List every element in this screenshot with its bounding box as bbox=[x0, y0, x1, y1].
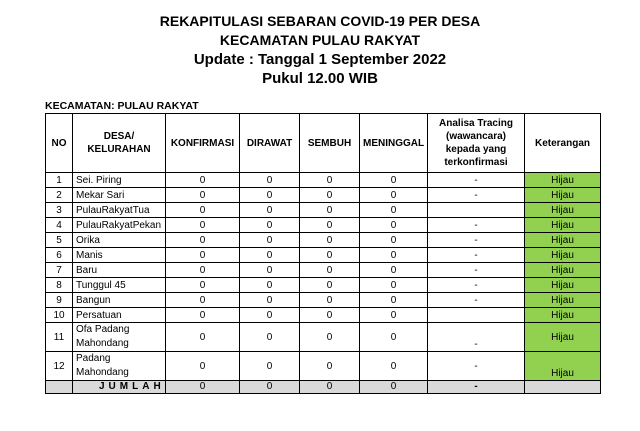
cell-dirawat: 0 bbox=[240, 233, 300, 248]
cell-keterangan-badge: Hijau bbox=[525, 263, 601, 278]
table-row bbox=[46, 173, 601, 188]
total-dirawat: 0 bbox=[240, 381, 300, 394]
cell-no: 10 bbox=[46, 308, 73, 323]
table-row bbox=[46, 233, 601, 248]
col-header-meninggal: MENINGGAL bbox=[360, 114, 428, 173]
cell-analisa: - bbox=[428, 218, 525, 233]
total-meninggal: 0 bbox=[360, 381, 428, 394]
table-row bbox=[46, 352, 601, 381]
cell-dirawat: 0 bbox=[240, 173, 300, 188]
cell-no: 9 bbox=[46, 293, 73, 308]
cell-meninggal: 0 bbox=[360, 248, 428, 263]
col-header-analisa-line1: Analisa Tracing bbox=[439, 118, 513, 129]
cell-total-no bbox=[46, 381, 73, 394]
cell-desa: PulauRakyatTua bbox=[73, 203, 166, 218]
cell-konfirmasi: 0 bbox=[166, 293, 240, 308]
cell-meninggal: 0 bbox=[360, 278, 428, 293]
cell-desa bbox=[73, 352, 166, 381]
cell-dirawat: 0 bbox=[240, 278, 300, 293]
cell-analisa: - bbox=[428, 173, 525, 188]
total-row bbox=[46, 381, 601, 394]
cell-analisa bbox=[428, 203, 525, 218]
table-header-row bbox=[46, 114, 601, 173]
cell-no: 2 bbox=[46, 188, 73, 203]
total-konfirmasi: 0 bbox=[166, 381, 240, 394]
cell-meninggal: 0 bbox=[360, 263, 428, 278]
cell-no: 3 bbox=[46, 203, 73, 218]
cell-no: 6 bbox=[46, 248, 73, 263]
cell-no: 4 bbox=[46, 218, 73, 233]
cell-dirawat: 0 bbox=[240, 308, 300, 323]
col-header-no: NO bbox=[46, 114, 73, 173]
cell-meninggal: 0 bbox=[360, 188, 428, 203]
col-header-desa-line2: KELURAHAN bbox=[87, 144, 151, 155]
cell-konfirmasi: 0 bbox=[166, 308, 240, 323]
cell-keterangan-badge: Hijau bbox=[525, 308, 601, 323]
cell-analisa: - bbox=[428, 263, 525, 278]
cell-analisa: - bbox=[428, 188, 525, 203]
cell-no: 11 bbox=[46, 323, 73, 352]
total-sembuh: 0 bbox=[300, 381, 360, 394]
report-header bbox=[0, 12, 640, 88]
cell-dirawat: 0 bbox=[240, 323, 300, 352]
cell-keterangan-badge: Hijau bbox=[525, 248, 601, 263]
cell-desa-line1: Ofa Padang bbox=[76, 324, 130, 335]
cell-konfirmasi: 0 bbox=[166, 352, 240, 381]
cell-konfirmasi: 0 bbox=[166, 323, 240, 352]
cell-desa: Mekar Sari bbox=[73, 188, 166, 203]
cell-meninggal: 0 bbox=[360, 203, 428, 218]
cell-meninggal: 0 bbox=[360, 293, 428, 308]
col-header-analisa-line4: terkonfirmasi bbox=[444, 157, 508, 168]
cell-desa-line2: Mahondang bbox=[76, 367, 129, 378]
cell-keterangan-badge: Hijau bbox=[525, 352, 601, 381]
col-header-sembuh: SEMBUH bbox=[300, 114, 360, 173]
cell-sembuh: 0 bbox=[300, 278, 360, 293]
update-date: Update : Tanggal 1 September 2022 bbox=[193, 51, 447, 68]
cell-dirawat: 0 bbox=[240, 188, 300, 203]
cell-desa-line2: Mahondang bbox=[76, 338, 129, 349]
cell-dirawat: 0 bbox=[240, 203, 300, 218]
cell-sembuh: 0 bbox=[300, 323, 360, 352]
cell-analisa bbox=[428, 308, 525, 323]
cell-analisa: - bbox=[428, 323, 525, 352]
cell-meninggal: 0 bbox=[360, 233, 428, 248]
cell-sembuh: 0 bbox=[300, 188, 360, 203]
cell-keterangan-badge: Hijau bbox=[525, 218, 601, 233]
report-title: REKAPITULASI SEBARAN COVID-19 PER DESA bbox=[159, 13, 481, 29]
cell-dirawat: 0 bbox=[240, 218, 300, 233]
table-row bbox=[46, 278, 601, 293]
cell-sembuh: 0 bbox=[300, 233, 360, 248]
cell-meninggal: 0 bbox=[360, 173, 428, 188]
table-row bbox=[46, 248, 601, 263]
cell-analisa: - bbox=[428, 278, 525, 293]
table-row bbox=[46, 293, 601, 308]
cell-keterangan-badge: Hijau bbox=[525, 173, 601, 188]
cell-keterangan-badge: Hijau bbox=[525, 293, 601, 308]
col-header-dirawat: DIRAWAT bbox=[240, 114, 300, 173]
cell-konfirmasi: 0 bbox=[166, 278, 240, 293]
cell-sembuh: 0 bbox=[300, 203, 360, 218]
cell-sembuh: 0 bbox=[300, 263, 360, 278]
cell-dirawat: 0 bbox=[240, 248, 300, 263]
cell-desa: Manis bbox=[73, 248, 166, 263]
cell-konfirmasi: 0 bbox=[166, 173, 240, 188]
cell-sembuh: 0 bbox=[300, 248, 360, 263]
report-subtitle: KECAMATAN PULAU RAKYAT bbox=[219, 32, 421, 48]
cell-dirawat: 0 bbox=[240, 263, 300, 278]
cell-konfirmasi: 0 bbox=[166, 233, 240, 248]
cell-sembuh: 0 bbox=[300, 308, 360, 323]
col-header-keterangan: Keterangan bbox=[525, 114, 601, 173]
cell-desa: PulauRakyatPekan bbox=[73, 218, 166, 233]
table-row bbox=[46, 218, 601, 233]
cell-sembuh: 0 bbox=[300, 293, 360, 308]
cell-analisa: - bbox=[428, 233, 525, 248]
cell-no: 1 bbox=[46, 173, 73, 188]
col-header-analisa bbox=[428, 114, 525, 173]
cell-no: 7 bbox=[46, 263, 73, 278]
table-row bbox=[46, 203, 601, 218]
cell-meninggal: 0 bbox=[360, 323, 428, 352]
total-label: JUMLAH bbox=[73, 381, 166, 394]
col-header-analisa-line2: (wawancara) bbox=[445, 131, 507, 142]
cell-no: 8 bbox=[46, 278, 73, 293]
kecamatan-label: KECAMATAN: PULAU RAKYAT bbox=[45, 100, 199, 112]
cell-keterangan-badge: Hijau bbox=[525, 323, 601, 352]
table-row bbox=[46, 188, 601, 203]
table-row bbox=[46, 263, 601, 278]
cell-sembuh: 0 bbox=[300, 173, 360, 188]
cell-analisa: - bbox=[428, 293, 525, 308]
cell-keterangan-badge: Hijau bbox=[525, 188, 601, 203]
col-header-analisa-line3: kepada yang bbox=[445, 144, 507, 155]
update-time: Pukul 12.00 WIB bbox=[262, 70, 378, 87]
cell-konfirmasi: 0 bbox=[166, 218, 240, 233]
cell-desa-line1: Padang bbox=[76, 353, 111, 364]
col-header-desa-line1: DESA/ bbox=[103, 131, 135, 142]
cell-desa: Bangun bbox=[73, 293, 166, 308]
cell-analisa: - bbox=[428, 352, 525, 381]
table-row bbox=[46, 308, 601, 323]
cell-keterangan-badge: Hijau bbox=[525, 233, 601, 248]
cell-desa: Sei. Piring bbox=[73, 173, 166, 188]
cell-meninggal: 0 bbox=[360, 352, 428, 381]
cell-meninggal: 0 bbox=[360, 218, 428, 233]
cell-keterangan-badge: Hijau bbox=[525, 278, 601, 293]
cell-dirawat: 0 bbox=[240, 352, 300, 381]
cell-no: 5 bbox=[46, 233, 73, 248]
cell-konfirmasi: 0 bbox=[166, 263, 240, 278]
cell-sembuh: 0 bbox=[300, 218, 360, 233]
table-row bbox=[46, 323, 601, 352]
cell-desa: Baru bbox=[73, 263, 166, 278]
cell-sembuh: 0 bbox=[300, 352, 360, 381]
col-header-konfirmasi: KONFIRMASI bbox=[166, 114, 240, 173]
col-header-desa bbox=[73, 114, 166, 173]
cell-analisa: - bbox=[428, 248, 525, 263]
cell-total-keterangan bbox=[525, 381, 601, 394]
recap-table bbox=[45, 113, 601, 394]
cell-keterangan-badge: Hijau bbox=[525, 203, 601, 218]
cell-konfirmasi: 0 bbox=[166, 203, 240, 218]
cell-dirawat: 0 bbox=[240, 293, 300, 308]
cell-meninggal: 0 bbox=[360, 308, 428, 323]
cell-konfirmasi: 0 bbox=[166, 188, 240, 203]
cell-desa bbox=[73, 323, 166, 352]
total-analisa: - bbox=[428, 381, 525, 394]
cell-konfirmasi: 0 bbox=[166, 248, 240, 263]
cell-desa: Orika bbox=[73, 233, 166, 248]
cell-no: 12 bbox=[46, 352, 73, 381]
cell-desa: Persatuan bbox=[73, 308, 166, 323]
cell-desa: Tunggul 45 bbox=[73, 278, 166, 293]
